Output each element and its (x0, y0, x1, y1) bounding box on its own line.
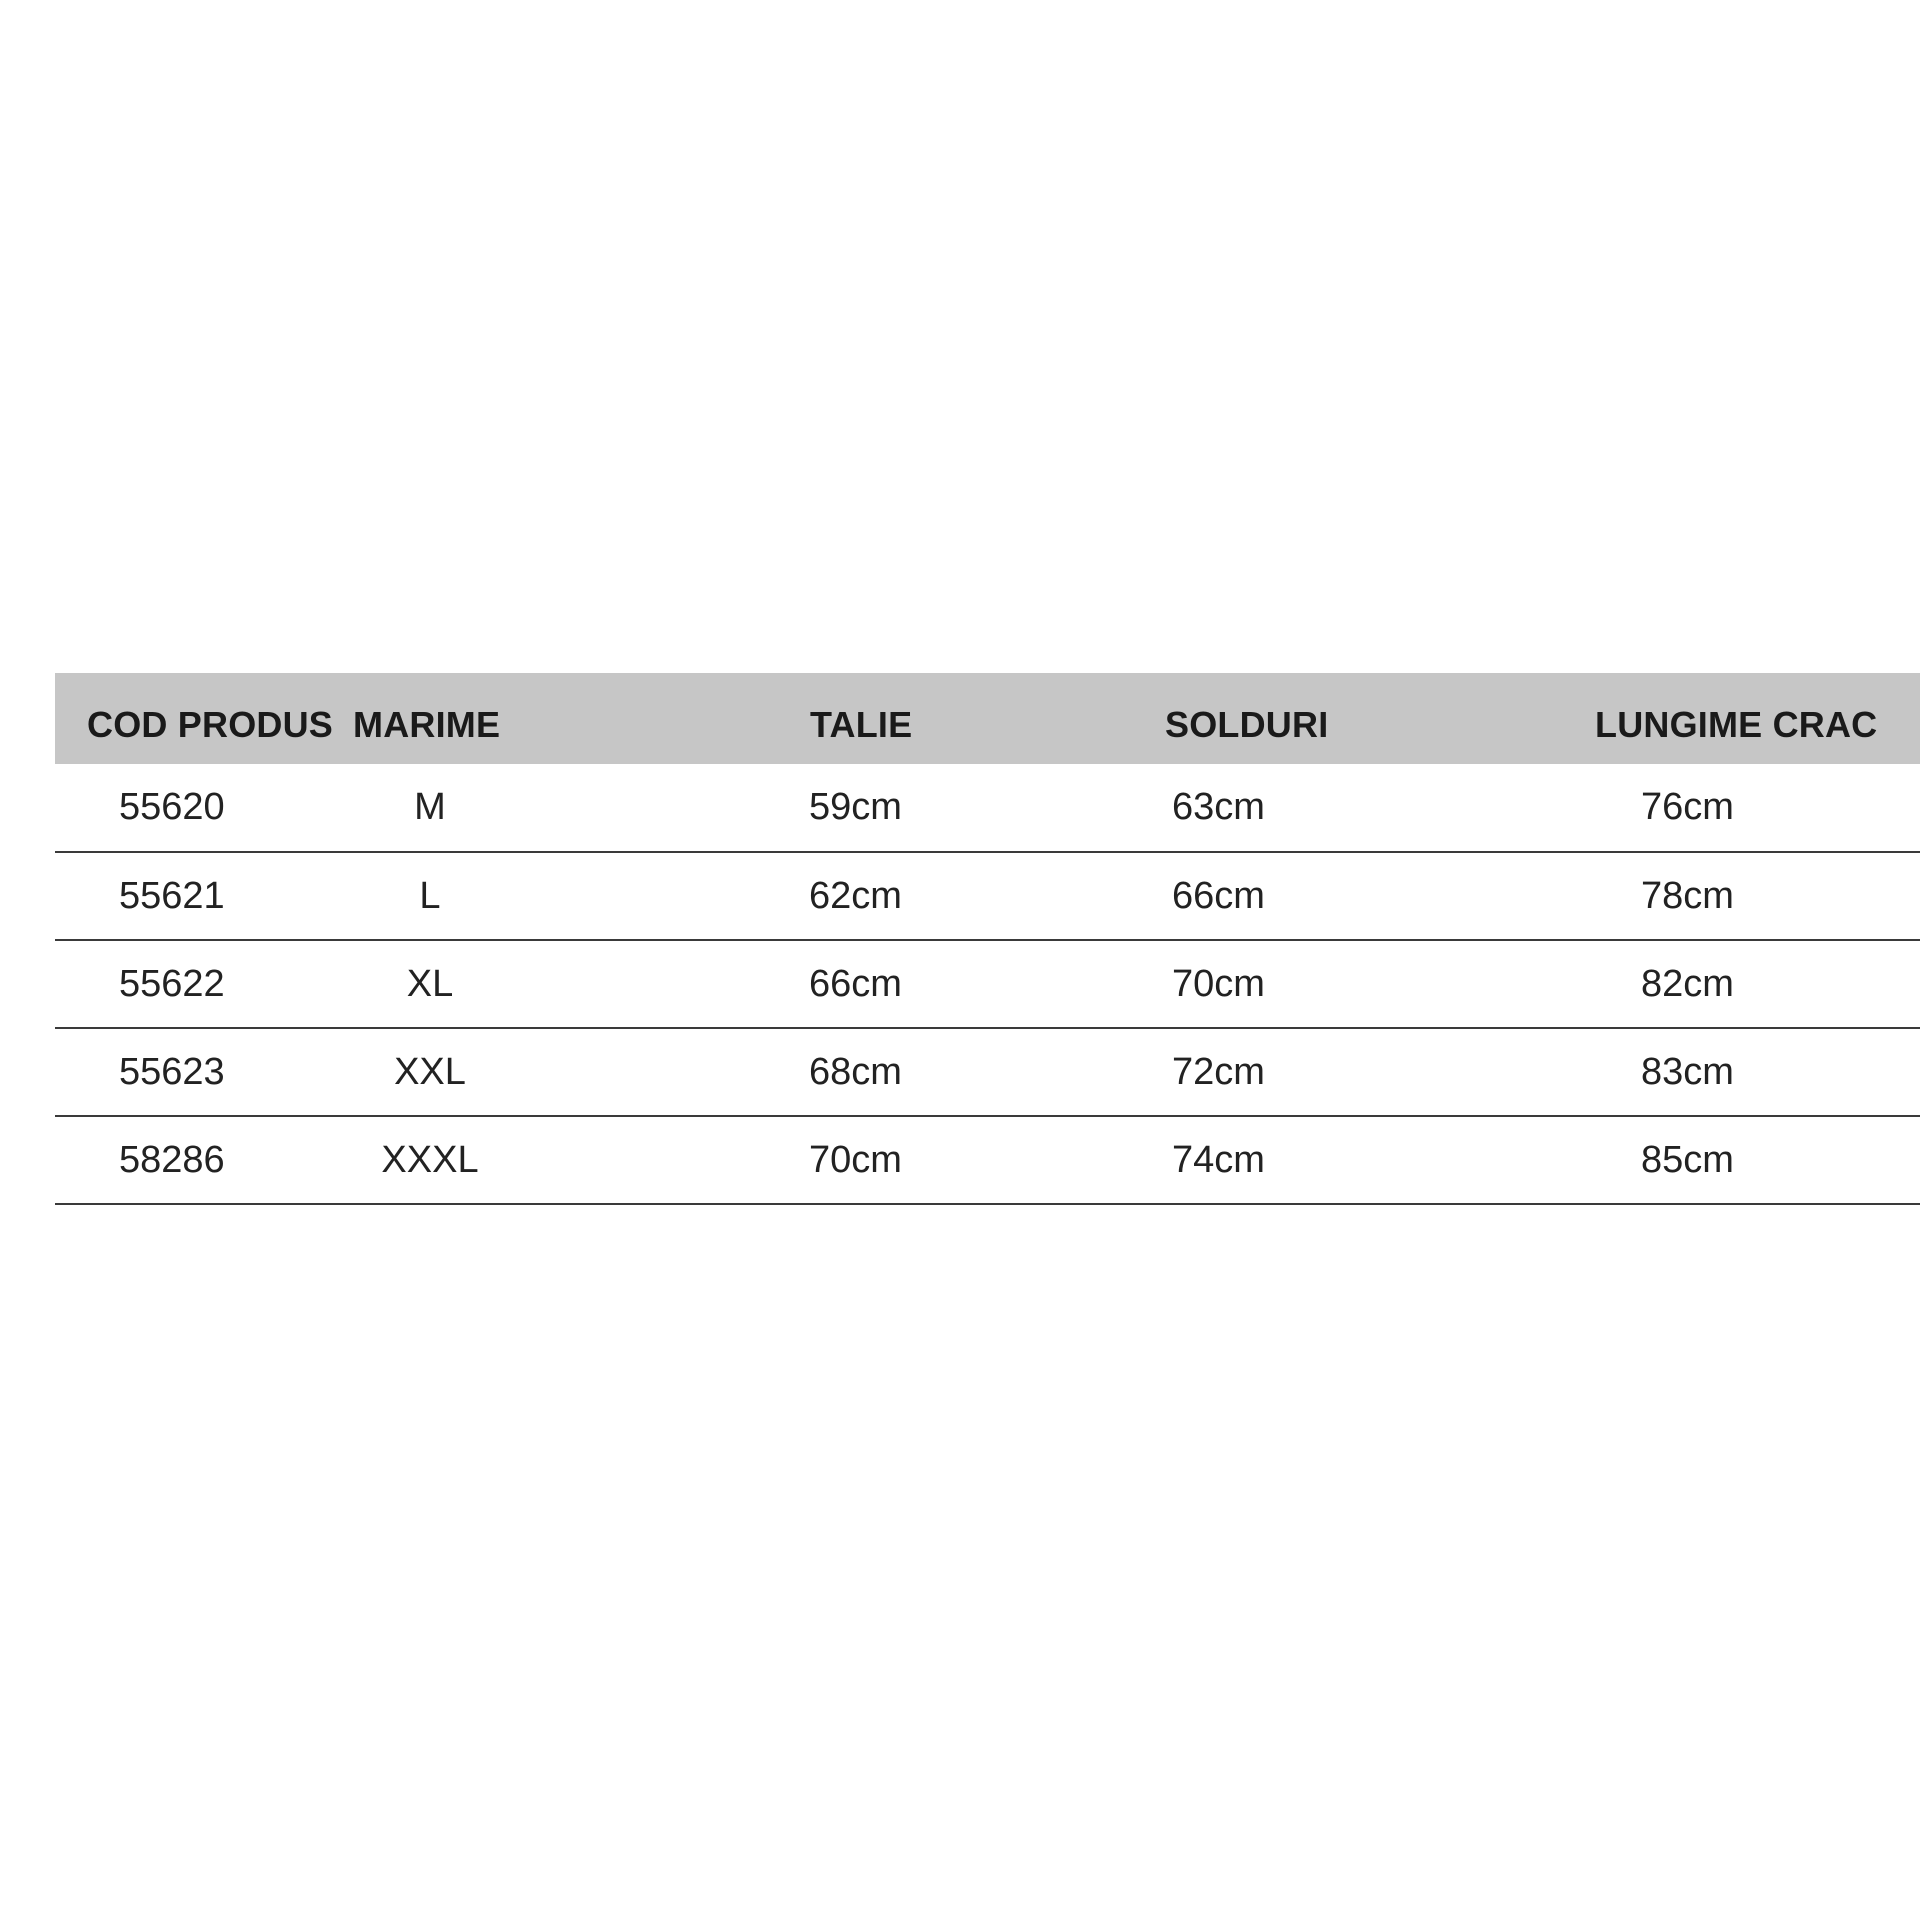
cell-solduri: 70cm (1172, 962, 1265, 1005)
header-cod-produs: COD PRODUS (87, 703, 334, 745)
cell-marime: L (419, 874, 441, 917)
cell-marime: XL (406, 962, 454, 1005)
cell-talie: 59cm (809, 786, 902, 828)
cell-lungime-crac: 83cm (1641, 1050, 1734, 1093)
cell-cod-produs: 55621 (119, 874, 225, 917)
cell-solduri: 74cm (1172, 1138, 1265, 1181)
cell-marime: XXL (394, 1050, 466, 1093)
cell-talie: 62cm (809, 874, 902, 917)
cell-cod-produs: 55622 (119, 962, 225, 1005)
cell-solduri: 66cm (1172, 874, 1265, 917)
cell-talie: 68cm (809, 1050, 902, 1093)
cell-talie: 70cm (809, 1138, 902, 1181)
cell-talie: 66cm (809, 962, 902, 1005)
header-lungime-crac: LUNGIME CRAC (1595, 703, 1878, 745)
table-body (55, 764, 1920, 1204)
table-row (55, 1028, 1920, 1116)
cell-marime: M (414, 786, 446, 828)
table-row (55, 764, 1920, 852)
table-header (55, 673, 1920, 764)
cell-lungime-crac: 76cm (1641, 786, 1734, 828)
cell-lungime-crac: 85cm (1641, 1138, 1734, 1181)
size-chart-table (55, 673, 1920, 1205)
cell-lungime-crac: 82cm (1641, 962, 1734, 1005)
header-row (55, 673, 1920, 764)
cell-marime: XXXL (381, 1138, 479, 1181)
header-marime: MARIME (353, 703, 501, 745)
table-row (55, 852, 1920, 940)
header-solduri: SOLDURI (1165, 703, 1329, 745)
cell-solduri: 63cm (1172, 786, 1265, 828)
cell-lungime-crac: 78cm (1641, 874, 1734, 917)
cell-cod-produs: 58286 (119, 1138, 225, 1181)
table-row (55, 1116, 1920, 1204)
cell-cod-produs: 55623 (119, 1050, 225, 1093)
table-row (55, 940, 1920, 1028)
header-talie: TALIE (810, 703, 913, 745)
cell-cod-produs: 55620 (119, 786, 225, 828)
cell-solduri: 72cm (1172, 1050, 1265, 1093)
